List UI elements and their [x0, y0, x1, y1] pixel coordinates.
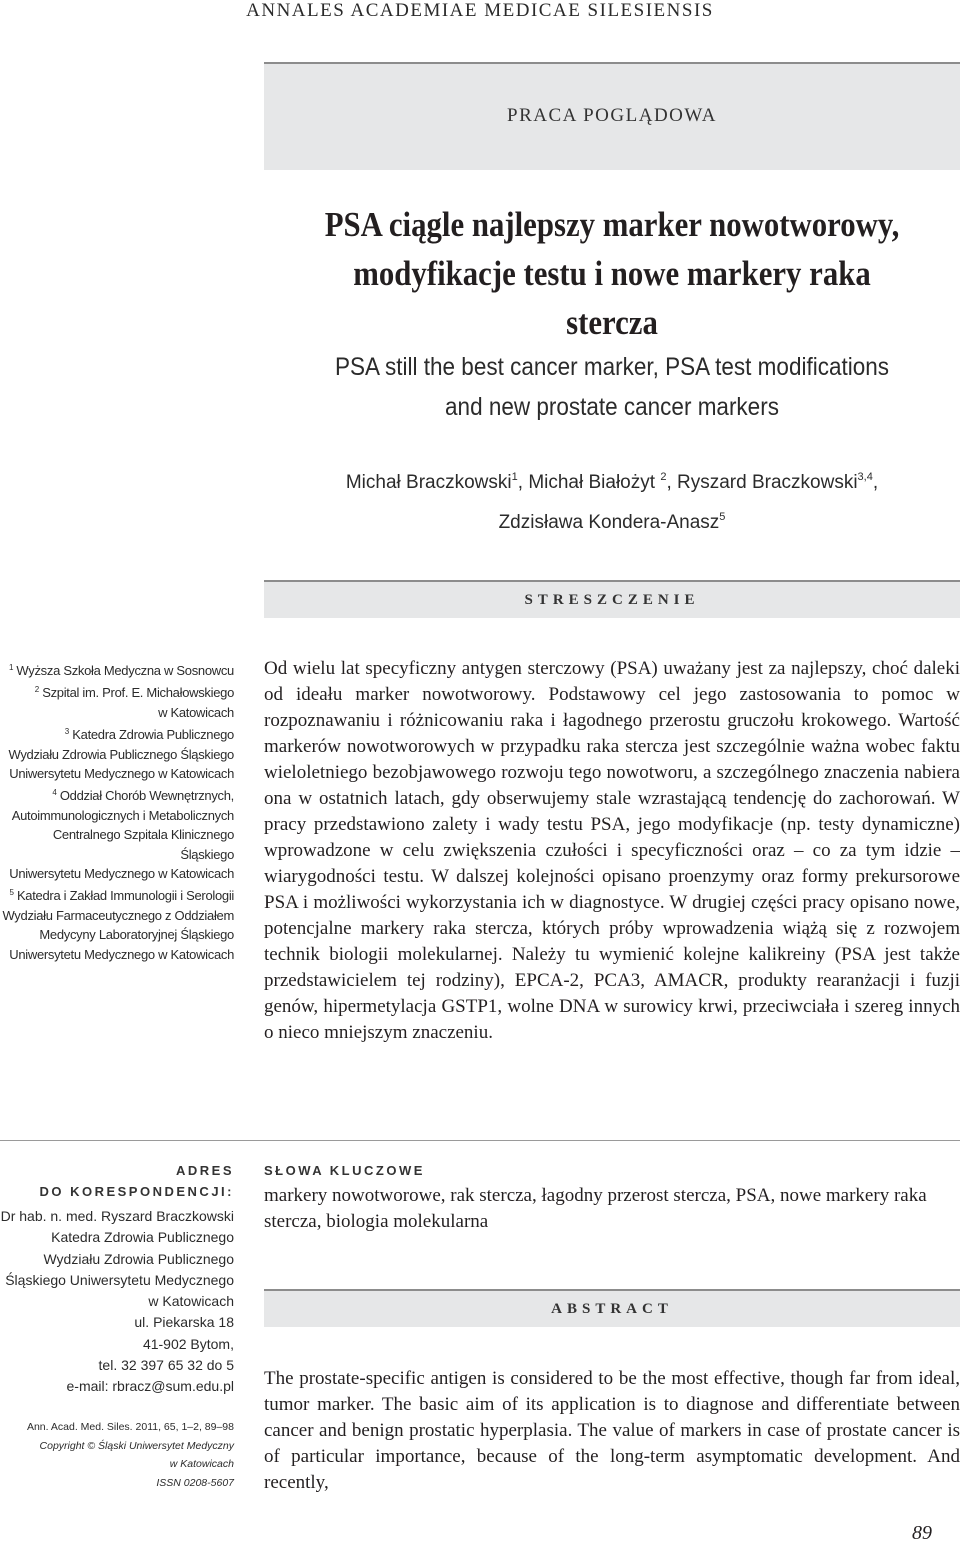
address-line: Dr hab. n. med. Ryszard Braczkowski [0, 1208, 234, 1224]
divider-line [0, 1140, 960, 1141]
affiliation-line [0, 764, 234, 783]
address-heading-line-1: ADRES [175, 1163, 234, 1178]
section-streszczenie-heading: STRESZCZENIE [264, 580, 960, 618]
author-separator: , [872, 472, 879, 493]
page-number: 89 [912, 1522, 932, 1544]
affiliation-text: w Katowicach [158, 704, 234, 720]
affiliation-sup: 4 [52, 788, 57, 798]
affiliation-text: Medycyny Laboratoryjnej Śląskiego [39, 927, 234, 943]
affiliations [0, 658, 234, 964]
affiliation-line [0, 925, 234, 944]
keywords-text: markery nowotworowe, rak stercza, łagodny przerost stercza, PSA, nowe markery raka stercza, biologia molekularna [264, 1185, 927, 1232]
title-english-line-2: and new prostate cancer markers [445, 393, 779, 421]
address-line: tel. 32 397 65 32 do 5 [98, 1357, 234, 1374]
affiliation-text: Uniwersytetu Medycznego w Katowicach [9, 866, 234, 882]
affiliation-text: Wyższa Szkoła Medyczna w Sosnowcu [16, 663, 234, 678]
affiliation-line [0, 806, 234, 825]
affiliation-line [0, 680, 234, 702]
author-affiliation-sup: 3,4 [857, 471, 873, 483]
author-line-1 [264, 460, 960, 500]
affiliation-text: Wydziału Zdrowia Publicznego Śląskiego [8, 746, 234, 762]
author-name: Ryszard Braczkowski [677, 472, 858, 493]
author-name: Michał Białożyt [528, 472, 661, 493]
author-affiliation-sup: 1 [511, 471, 518, 483]
affiliation-line [0, 658, 234, 680]
affiliation-line [0, 906, 234, 925]
keywords-heading: SŁOWA KLUCZOWE [264, 1163, 425, 1178]
address-line: Śląskiego Uniwersytetu Medycznego [5, 1271, 234, 1288]
article-type-box [264, 62, 960, 170]
address-line: w Katowicach [148, 1293, 234, 1310]
affiliation-sup: 5 [9, 888, 14, 898]
section-abstract-heading: ABSTRACT [264, 1289, 960, 1327]
journal-name: ANNALES ACADEMIAE MEDICAE SILESIENSIS [246, 0, 714, 21]
author-name: Zdzisława Kondera-Anasz [498, 512, 720, 533]
correspondence-address [0, 1206, 234, 1398]
affiliation-line [0, 783, 234, 805]
address-line: ul. Piekarska 18 [134, 1314, 234, 1331]
article-type-label: PRACA POGLĄDOWA [507, 105, 717, 126]
affiliation-line [0, 945, 234, 964]
affiliation-text: Szpital im. Prof. E. Michałowskiego [42, 685, 234, 701]
copyright-line: Copyright © Śląski Uniwersytet Medyczny [39, 1439, 234, 1452]
address-line: Katedra Zdrowia Publicznego [51, 1229, 234, 1246]
affiliation-line [0, 864, 234, 883]
abstract-polish: Od wielu lat specyficzny antygen sterczowy (PSA) uważany jest za najlepszy, choć daleki od ideału marker nowotworowy. Podstawowy cel jego zastosowania to pomoc w rozpoznawaniu i różnicowaniu raka i łagodnego przerostu gruczołu krokowego. Wartość markerów nowotworowych w przypadku raka stercza jest szczególnie ważna wobec faktu wieloletniego bezobjawowego rozwoju tego nowotworu, a szczególnego znaczenia nabiera ona w ostatnich latach, gdy obserwujemy stale wzrastającą tendencję do zachorowań. W pracy przedstawiono zalety i wady testu PSA, jego modyfikacje (np. testy dynamiczne) wprowadzone w celu zwiększenia czułości i specyficzności oraz – co za tym idzie – wiarygodności testu. W dalszej kolejności opisano proenzymy oraz formy prekursorowe PSA i możliwości wykorzystania ich w diagnostyce. W drugiej części pracy opisano nowe, potencjalne markery raka stercza, których próby wprowadzenia wiążą się z rozwojem technik biologii molekularnej. Należy tu wymienić kolejne kalikreiny (PSA jest także przedstawicielem tej rodziny), EPCA-2, PCA3, AMACR, produkty rearanżacji i fuzji genów, hipermetylacja GSTP1, wolne DNA w surowicy krwi, przeciwciała i szereg innych o nieco mniejszym znaczeniu. [264, 658, 960, 1043]
affiliation-line [0, 745, 234, 764]
author-separator: , [666, 472, 677, 493]
author-line-2 [264, 500, 960, 540]
issn-line: ISSN 0208-5607 [156, 1476, 234, 1489]
affiliation-line [0, 703, 234, 722]
author-list [264, 460, 960, 540]
title-polish-line-2: modyfikacje testu i nowe markery raka stercza [353, 254, 871, 342]
affiliation-text: Oddział Chorób Wewnętrznych, [59, 788, 234, 804]
affiliation-sup: 1 [8, 663, 14, 672]
address-line: e-mail: rbracz@sum.edu.pl [66, 1378, 234, 1395]
affiliation-text: Uniwersytetu Medycznego w Katowicach [9, 946, 234, 962]
affiliation-text: Katedra Zdrowia Publicznego [72, 727, 234, 743]
affiliation-sup: 2 [34, 685, 39, 695]
title-english [299, 347, 925, 427]
affiliation-line [0, 825, 234, 864]
affiliation-text: Katedra i Zakład Immunologii i Serologii [16, 888, 234, 904]
author-name: Michał Braczkowski [345, 472, 512, 493]
abstract-english: The prostate-specific antigen is considered to be the most effective, though far from ideal, tumor marker. The basic aim of its application is to diagnose and differentiate between cancer and benign prostatic hyperplasia. The value of markers in case of prostate cancer is of particular importance, because of the long-term asymptomatic development. And recently, [264, 1368, 960, 1493]
address-heading-line-2: DO KORESPONDENCJI: [39, 1184, 234, 1199]
title-english-line-1: PSA still the best cancer marker, PSA test modifications [334, 353, 890, 381]
address-line: 41-902 Bytom, [142, 1335, 234, 1352]
affiliation-sup: 3 [64, 727, 69, 737]
copyright-city: w Katowicach [169, 1458, 234, 1470]
affiliation-text: Wydziału Farmaceutycznego z Oddziałem [2, 907, 234, 923]
address-line: Wydziału Zdrowia Publicznego [43, 1250, 234, 1267]
affiliation-line [0, 722, 234, 744]
citation-info [0, 1418, 234, 1492]
affiliation-text: Autoimmunologicznych i Metabolicznych [11, 807, 234, 823]
author-affiliation-sup: 2 [660, 471, 667, 483]
affiliation-text: Centralnego Szpitala Klinicznego Śląskiego [52, 827, 234, 862]
title-polish [306, 200, 918, 347]
citation-reference: Ann. Acad. Med. Siles. 2011, 65, 1–2, 89–98 [26, 1421, 234, 1433]
author-separator: , [517, 472, 529, 493]
affiliation-text: Uniwersytetu Medycznego w Katowicach [9, 766, 234, 782]
author-affiliation-sup: 5 [719, 511, 726, 523]
affiliation-line [0, 883, 234, 905]
title-polish-line-1: PSA ciągle najlepszy marker nowotworowy, [324, 205, 900, 244]
